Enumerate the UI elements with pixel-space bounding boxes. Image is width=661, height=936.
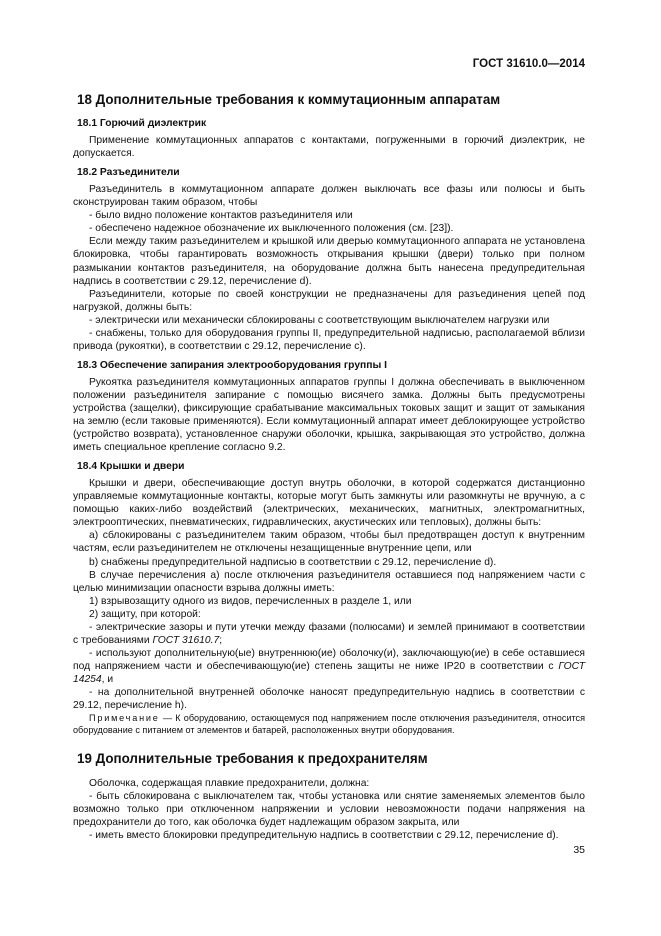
list-item: b) снабжены предупредительной надписью в соответствии с 29.12, перечисление d).	[89, 556, 497, 568]
document-header-id: ГОСТ 31610.0—2014	[472, 58, 585, 70]
list-item: - иметь вместо блокировки предупредительную надпись в соответствии с 29.12, перечисление d).	[89, 829, 559, 841]
page-number: 35	[573, 844, 585, 856]
paragraph: Рукоятка разъединителя коммутационных аппаратов группы I должна обеспечивать в выключенном положении разъединителя запирание с помощью висячего замка. Должны быть предусмотрены устройства (защелки), фиксирующие срабатывание максимальных токовых защит и защит от замыкания на землю (если таковые применяются). Если коммутационный аппарат имеет деблокирующее устройство (устройство возврата), установленное снаружи оболочки, крышка, закрывающая это устройство, должна иметь специальное крепление согласно 9.2.	[73, 376, 585, 454]
standard-reference: ГОСТ 31610.7	[152, 634, 220, 646]
list-item: - используют дополнительную(ые) внутреннюю(ие) оболочку(и), заключающую(ие) в себе оставшиеся под напряжением части и обеспечивающую(ие) степень защиты не ниже IP20 в соответствии с ГОСТ 14254, и	[73, 647, 585, 685]
list-item: - электрические зазоры и пути утечки между фазами (полюсами) и землей принимают в соответствии с требованиями ГОСТ 31610.7;	[73, 621, 585, 646]
list-item: - электрически или механически сблокированы с соответствующим выключателем нагрузки или	[89, 314, 550, 326]
list-item: - снабжены, только для оборудования группы II, предупредительной надписью, располагаемой вблизи привода (рукоятки), в соответствии с 29.12, перечисление с).	[73, 327, 585, 352]
list-item: - обеспечено надежное обозначение их выключенного положения (см. [23]).	[89, 223, 454, 235]
standard-reference: ГОСТ 14254	[73, 660, 585, 685]
section-19-title: 19 Дополнительные требования к предохранителям	[77, 751, 428, 767]
paragraph: Разъединители, которые по своей конструкции не предназначены для разъединения цепей под нагрузкой, должны быть:	[73, 288, 585, 313]
list-item: - на дополнительной внутренней оболочке наносят предупредительную надпись в соответствии с 29.12, перечисление h).	[73, 686, 585, 712]
note: Примечание — К оборудованию, остающемуся под напряжением после отключения разъединителя, относится оборудование с питанием от элементов и батарей, расположенных внутри оборудования.	[73, 713, 585, 736]
paragraph: В случае перечисления а) после отключения разъединителя оставшиеся под напряжением части с целью минимизации опасности взрыва должны иметь:	[73, 569, 585, 594]
paragraph: Применение коммутационных аппаратов с контактами, погруженными в горючий диэлектрик, не допускается.	[73, 135, 585, 160]
paragraph: Крышки и двери, обеспечивающие доступ внутрь оболочки, в которой содержатся дистанционно управляемые коммутационные контакты, которые могут быть замкнуты или разомкнуты не вручную, а с помощью каких-либо воздействий (электрических, механических, магнитных, электромагнитных, электрооптических, пневматических, гидравлических, акустических или тепловых), должны быть:	[73, 478, 585, 529]
section-18-1-title: 18.1 Горючий диэлектрик	[77, 118, 207, 130]
list-item: - быть сблокирована с выключателем так, чтобы установка или снятие заменяемых элементов было возможно только при отключенном напряжении и условии невозможности подачи напряжения на предохранители до того, как оболочка будет надлежащим образом закрыта, или	[73, 790, 585, 828]
note-label: Примечание	[89, 713, 160, 724]
paragraph: Оболочка, содержащая плавкие предохранители, должна:	[89, 777, 370, 789]
section-18-3-title: 18.3 Обеспечение запирания электрооборудования группы I	[77, 359, 388, 371]
list-item: 1) взрывозащиту одного из видов, перечисленных в разделе 1, или	[89, 595, 412, 607]
paragraph: Разъединитель в коммутационном аппарате должен выключать все фазы или полюсы и быть сконструирован таким образом, чтобы	[73, 184, 585, 209]
list-item: - было видно положение контактов разъединителя или	[89, 210, 353, 222]
list-item: 2) защиту, при которой:	[89, 608, 201, 620]
paragraph: Если между таким разъединителем и крышкой или дверью коммутационного аппарата не установлена блокировка, чтобы гарантировать возможность открывания крышки (двери) только при полном размыкании контактов разъединителя, на оборудование должна быть нанесена предупредительная надпись в соответствии с 29.12, перечисление d).	[73, 236, 585, 287]
section-18-title: 18 Дополнительные требования к коммутационным аппаратам	[77, 92, 501, 107]
section-18-4-title: 18.4 Крышки и двери	[77, 461, 185, 473]
page-content	[73, 92, 585, 842]
list-item: а) сблокированы с разъединителем таким образом, чтобы был предотвращен доступ к внутренним частям, если разъединителем не отключены незащищенные внутренние цепи, или	[73, 530, 585, 555]
section-18-2-title: 18.2 Разъединители	[77, 167, 180, 179]
